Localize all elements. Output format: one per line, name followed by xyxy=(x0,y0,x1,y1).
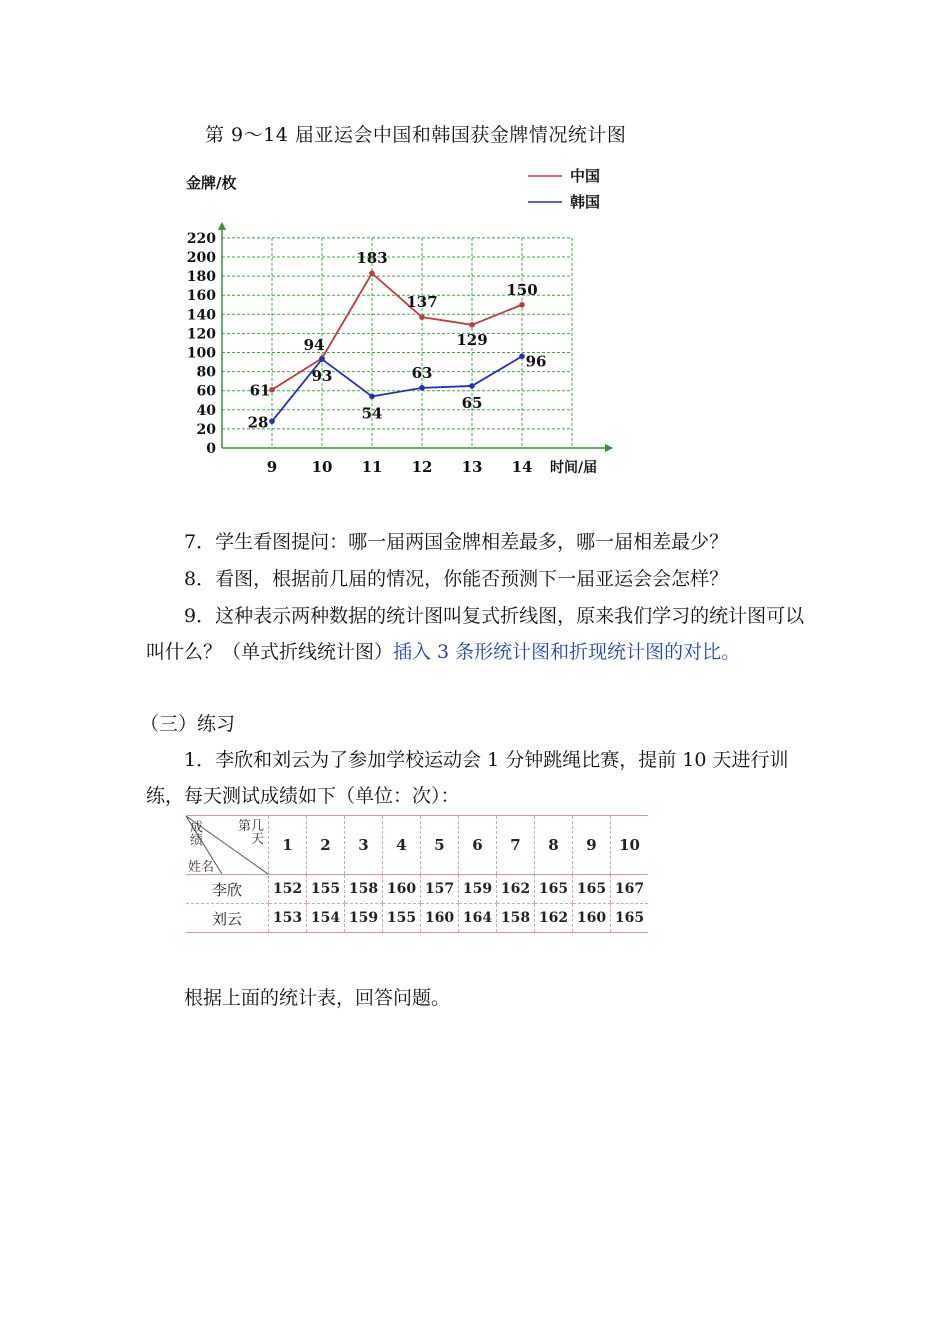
day-header: 3 xyxy=(345,816,383,875)
y-tick-label: 120 xyxy=(186,326,216,343)
table-cell: 160 xyxy=(573,904,611,933)
table-row xyxy=(186,875,648,904)
day-header: 1 xyxy=(269,816,307,875)
data-point xyxy=(369,270,375,276)
score-table xyxy=(186,815,648,933)
table-cell: 160 xyxy=(383,875,421,904)
data-label: 63 xyxy=(411,363,433,382)
table-cell: 157 xyxy=(421,875,459,904)
data-label: 54 xyxy=(361,404,383,423)
y-axis-arrow xyxy=(218,222,226,230)
x-axis-arrow xyxy=(605,444,613,452)
y-tick-label: 40 xyxy=(196,402,216,419)
row-name: 李欣 xyxy=(186,875,269,904)
x-tick-label: 13 xyxy=(461,458,483,476)
x-axis-label: 时间/届 xyxy=(550,460,598,476)
data-label: 61 xyxy=(249,381,271,400)
table-cell: 154 xyxy=(307,904,345,933)
data-point xyxy=(419,385,425,391)
day-header: 4 xyxy=(383,816,421,875)
table-cell: 160 xyxy=(421,904,459,933)
data-point xyxy=(269,418,275,424)
y-tick-label: 180 xyxy=(186,269,216,286)
data-label: 93 xyxy=(311,367,333,386)
data-label: 183 xyxy=(356,249,388,268)
x-tick-label: 14 xyxy=(511,458,533,476)
row-name: 刘云 xyxy=(186,904,269,933)
question-9-text: 9．这种表示两种数据的统计图叫复式折线图，原来我们学习的统计图可以叫什么？（单式折线统计图） xyxy=(146,605,805,663)
data-point xyxy=(469,383,475,389)
day-header: 7 xyxy=(497,816,535,875)
y-axis-label: 金牌/枚 xyxy=(186,174,237,192)
table-header-row xyxy=(186,816,648,875)
question-8: 8．看图，根据前几届的情况，你能否预测下一届亚运会会怎样？ xyxy=(184,568,729,590)
table-cell: 165 xyxy=(611,904,649,933)
x-tick-label: 11 xyxy=(361,458,383,476)
data-label: 94 xyxy=(303,336,325,355)
legend-label: 中国 xyxy=(570,167,601,185)
y-tick-label: 160 xyxy=(186,288,216,305)
data-label: 28 xyxy=(247,413,269,432)
corner-score-label: 成绩 xyxy=(187,820,202,846)
data-label: 129 xyxy=(456,330,488,349)
table-cell: 155 xyxy=(383,904,421,933)
table-corner-cell xyxy=(186,816,269,875)
y-tick-label: 100 xyxy=(186,345,216,362)
table-cell: 153 xyxy=(269,904,307,933)
y-tick-label: 60 xyxy=(196,383,216,400)
data-point xyxy=(369,394,375,400)
table-cell: 152 xyxy=(269,875,307,904)
x-tick-label: 9 xyxy=(266,458,278,476)
y-tick-label: 80 xyxy=(196,364,216,381)
table-cell: 162 xyxy=(535,904,573,933)
table-cell: 155 xyxy=(307,875,345,904)
data-point xyxy=(519,354,525,360)
table-cell: 165 xyxy=(535,875,573,904)
table-cell: 158 xyxy=(497,904,535,933)
chart-title: 第 9～14 届亚运会中国和韩国获金牌情况统计图 xyxy=(205,124,627,146)
table-cell: 159 xyxy=(345,904,383,933)
x-tick-label: 12 xyxy=(411,458,433,476)
section-heading: （三）练习 xyxy=(140,713,236,735)
table-cell: 164 xyxy=(459,904,497,933)
legend-label: 韩国 xyxy=(570,193,601,211)
question-7: 7．学生看图提问：哪一届两国金牌相差最多，哪一届相差最少？ xyxy=(184,531,729,553)
x-tick-label: 10 xyxy=(311,458,333,476)
line-chart xyxy=(180,160,630,480)
day-header: 10 xyxy=(611,816,649,875)
table-cell: 165 xyxy=(573,875,611,904)
data-label: 65 xyxy=(461,393,483,412)
y-tick-label: 0 xyxy=(206,441,216,457)
corner-day-label: 第几天 xyxy=(237,819,264,847)
data-point xyxy=(469,322,475,328)
data-label: 96 xyxy=(525,352,547,371)
closing-instruction: 根据上面的统计表，回答问题。 xyxy=(184,987,451,1009)
day-header: 6 xyxy=(459,816,497,875)
table-cell: 167 xyxy=(611,875,649,904)
question-9-note: 插入 3 条形统计图和折现统计图的对比。 xyxy=(393,641,741,663)
data-point xyxy=(519,302,525,308)
table-cell: 159 xyxy=(459,875,497,904)
table-row xyxy=(186,904,648,933)
y-tick-label: 200 xyxy=(186,250,216,266)
data-point xyxy=(419,314,425,320)
day-header: 5 xyxy=(421,816,459,875)
exercise-1: 1．李欣和刘云为了参加学校运动会 1 分钟跳绳比赛，提前 10 天进行训练，每天测试成绩如下（单位：次）： xyxy=(146,749,789,807)
data-label: 150 xyxy=(506,280,538,299)
day-header: 9 xyxy=(573,816,611,875)
table-cell: 158 xyxy=(345,875,383,904)
question-9 xyxy=(146,598,811,670)
y-tick-label: 220 xyxy=(186,230,216,247)
table-cell: 162 xyxy=(497,875,535,904)
data-point xyxy=(319,356,325,362)
day-header: 2 xyxy=(307,816,345,875)
y-tick-label: 20 xyxy=(196,421,216,438)
data-label: 137 xyxy=(406,293,438,312)
y-tick-label: 140 xyxy=(186,307,216,324)
corner-name-label: 姓名 xyxy=(188,860,215,875)
day-header: 8 xyxy=(535,816,573,875)
